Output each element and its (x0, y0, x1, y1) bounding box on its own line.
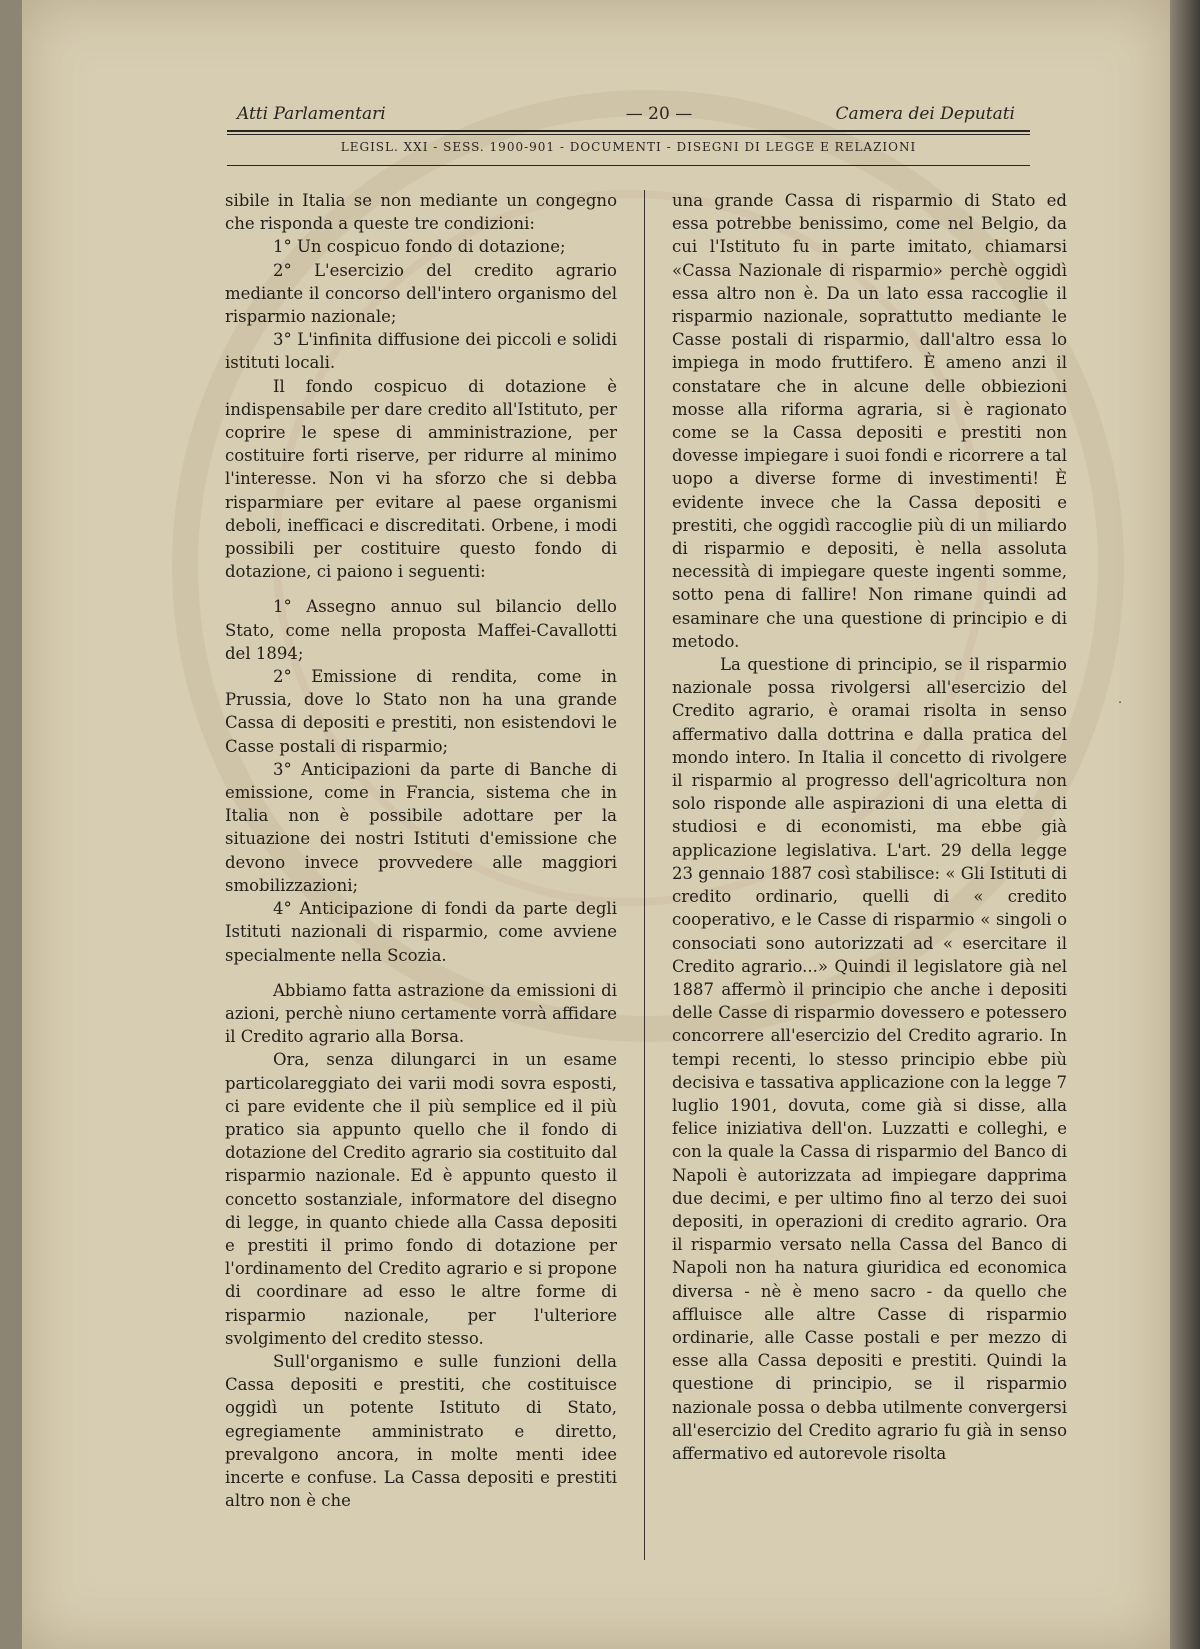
paragraph: 2° L'esercizio del credito agrario mediante il concorso dell'intero organismo del risparmio nazionale; (225, 260, 617, 327)
paragraph: Sull'organismo e sulle funzioni della Cassa depositi e prestiti, che costituisce oggidì un potente Istituto di Stato, egregiamente amministrato e diretto, prevalgono ancora, in molte menti idee incerte e confuse. La Cassa depositi e prestiti altro non è che (225, 1351, 617, 1511)
paragraph: sibile in Italia se non mediante un congegno che risponda a queste tre condizioni: (225, 191, 617, 234)
paragraph: 3° Anticipazioni da parte di Banche di emissione, come in Francia, sistema che in Italia non è possibile adottare per la situazione dei nostri Istituti d'emissione che devono invece provvedere alle maggiori smobilizzazioni; (225, 759, 617, 895)
paragraph: Ora, senza dilungarci in un esame particolareggiato dei varii modi sovra esposti, ci pare evidente che il più semplice ed il più pratico sia appunto quello che il fondo di dotazione del Credito agrario sia costituito dal risparmio nazionale. Ed è appunto questo il concetto sostanziale, informatore del disegno di legge, in quanto chiede alla Cassa depositi e prestiti il primo fondo di dotazione per l'ordinamento del Credito agrario e si propone di coordinare ad esso le altre forme di risparmio nazionale, per l'ulteriore svolgimento del credito stesso. (225, 1050, 617, 1348)
paragraph: una grande Cassa di risparmio di Stato ed essa potrebbe benissimo, come nel Belgio, da cui l'Istituto fu in parte imitato, chiamarsi «Cassa Nazionale di risparmio» perchè oggidì essa altro non è. Da un lato essa raccoglie il risparmio nazionale, soprattutto mediante le Casse postali di risparmio, dall'altro essa lo impiega in modo fruttifero. È ameno anzi il constatare che in alcune delle obbiezioni mosse alla riforma agraria, si è ragionato come se la Cassa depositi e prestiti non dovesse impiegare i suoi fondi e ricorrere a tal uopo a diverse forme di investimenti! È evidente invece che la Cassa depositi e prestiti, che oggidì raccoglie più di un miliardo di risparmio e depositi, è nella assoluta necessità di impiegare queste ingenti somme, sotto pena di fallire! Non rimane quindi ad esaminare che una questione di principio e di metodo. (672, 191, 1067, 651)
paragraph: 3° L'infinita diffusione dei piccoli e solidi istituti locali. (225, 330, 617, 373)
left-column (225, 189, 617, 1512)
paragraph: Il fondo cospicuo di dotazione è indispensabile per dare credito all'Istituto, per coprire le spese di amministrazione, per costituire forti riserve, per ridurre al minimo l'interesse. Non vi ha sforzo che si debba risparmiare per evitare al paese organismi deboli, inefficaci e discreditati. Orbene, i modi possibili per costituire questo fondo di dotazione, ci paiono i seguenti: (225, 376, 617, 582)
subtitle-rule (227, 165, 1030, 166)
header-subtitle: LEGISL. XXI - SESS. 1900-901 - DOCUMENTI - DISEGNI DI LEGGE E RELAZIONI (340, 140, 917, 154)
paragraph: 1° Un cospicuo fondo di dotazione; (273, 237, 566, 257)
header-right: Camera dei Deputati (835, 104, 1015, 124)
document-page (22, 0, 1170, 1649)
paragraph: Abbiamo fatta astrazione da emissioni di azioni, perchè niuno certamente vorrà affidare il Credito agrario alla Borsa. (225, 980, 617, 1047)
next-page-edge (1170, 0, 1200, 1649)
right-column (672, 189, 1067, 1465)
paragraph: 2° Emissione di rendita, come in Prussia, dove lo Stato non ha una grande Cassa di depositi e prestiti, non esistendovi le Casse postali di risparmio; (225, 667, 617, 756)
header-left: Atti Parlamentari (237, 104, 386, 124)
header-rule (227, 130, 1030, 132)
header-rule-thin (227, 134, 1030, 135)
column-divider (644, 190, 645, 1560)
paragraph: La questione di principio, se il risparmio nazionale possa rivolgersi all'esercizio del Credito agrario, è oramai risolta in senso affermativo dalla dottrina e dalla pratica del mondo intero. In Italia il concetto di rivolgere il risparmio al progresso dell'agricoltura non solo risponde alle aspirazioni di una eletta di studiosi e di economisti, ma ebbe già applicazione legislativa. L'art. 29 della legge 23 gennaio 1887 così stabilisce: « Gli Istituti di credito ordinario, quelli di « credito cooperativo, e le Casse di risparmio « singoli o consociati sono autorizzati ad « esercitare il Credito agrario...» Quindi il legislatore già nel 1887 affermò il principio che anche i depositi delle Casse di risparmio dovessero e potessero concorrere all'esercizio del Credito agrario. In tempi recenti, lo stesso principio ebbe più decisiva e tassativa applicazione con la legge 7 luglio 1901, dovuta, come già si disse, alla felice iniziativa dell'on. Luzzatti e colleghi, e con la quale la Cassa di risparmio del Banco di Napoli è autorizzata ad impiegare dapprima due decimi, e per ultimo fino al terzo dei suoi depositi, in operazioni di credito agrario. Ora il risparmio versato nella Cassa del Banco di Napoli non ha natura giuridica ed economica diversa - nè è meno sacro - da quello che affluisce alle altre Casse di risparmio ordinarie, alle Casse postali e per mezzo di esse alla Cassa depositi e prestiti. Quindi la questione di principio, se il risparmio nazionale possa o debba utilmente convergersi all'esercizio del Credito agrario fu già in senso affermativo ed autorevole risolta (672, 655, 1067, 1463)
paragraph: 4° Anticipazione di fondi da parte degli Istituti nazionali di risparmio, come avviene specialmente nella Scozia. (225, 899, 617, 965)
page-number: — 20 — (625, 104, 693, 124)
margin-mark: . (1118, 692, 1122, 706)
paragraph: 1° Assegno annuo sul bilancio dello Stato, come nella proposta Maffei-Cavallotti del 1894; (225, 597, 617, 663)
